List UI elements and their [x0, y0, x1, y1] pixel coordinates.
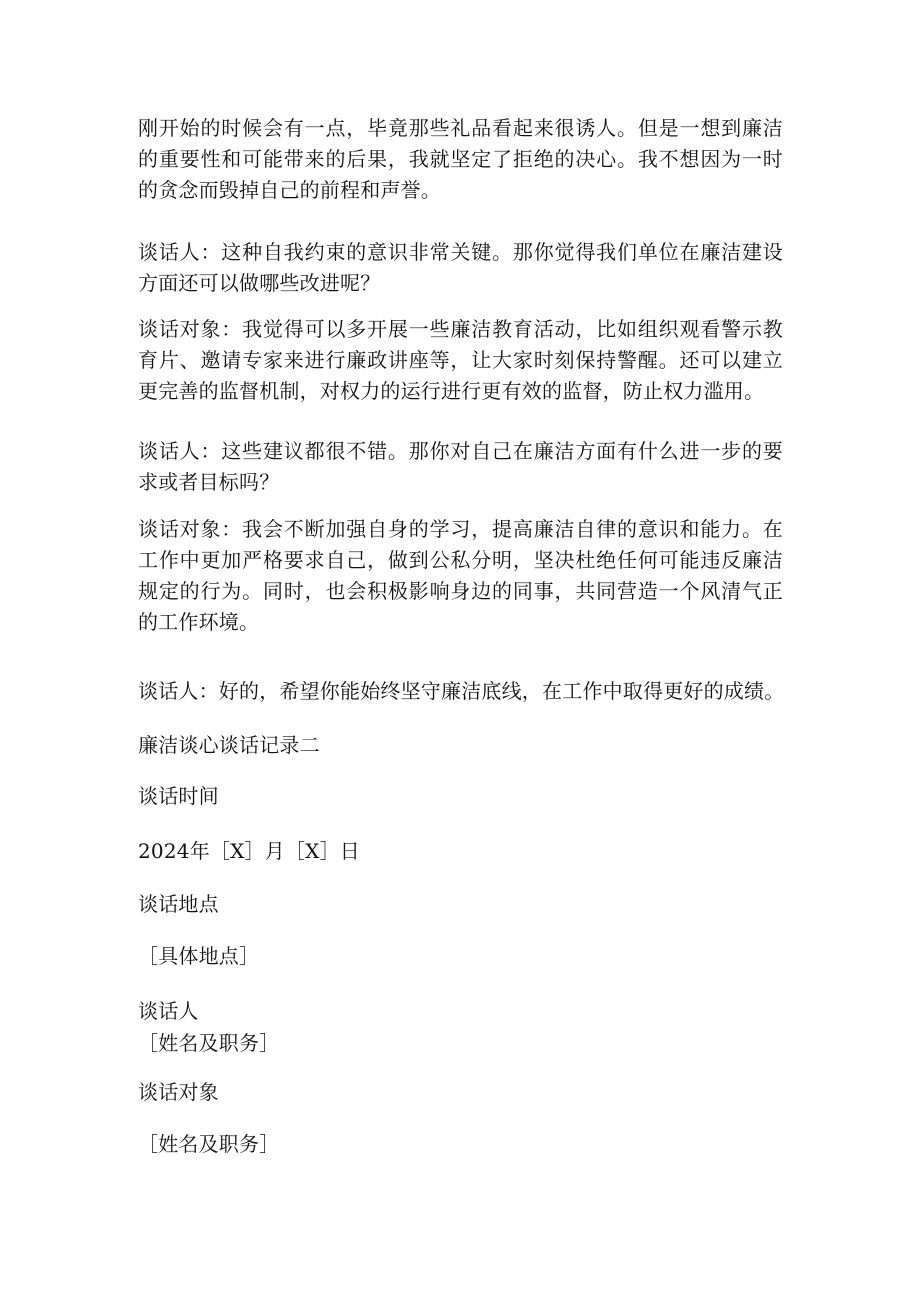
record-title: 廉洁谈心谈话记录二: [138, 733, 320, 757]
location-value: ［具体地点］: [138, 944, 260, 968]
paragraph-gift-temptation: 刚开始的时候会有一点，毕竟那些礼品看起来很诱人。但是一想到廉洁的重要性和可能带来的后果，我就坚定了拒绝的决心。我不想因为一时的贪念而毁掉自己的前程和声誉。: [138, 116, 783, 202]
subject-label: 谈话对象: [138, 1080, 219, 1104]
speaker-label: 谈话人: [138, 999, 199, 1023]
paragraph-speaker-question-goals: 谈话人：这些建议都很不错。那你对自己在廉洁方面有什么进一步的要求或者目标吗？: [138, 439, 783, 494]
time-value: 2024年［X］月［X］日: [138, 839, 360, 863]
speaker-value: ［姓名及职务］: [138, 1031, 280, 1055]
paragraph-subject-commitment: 谈话对象：我会不断加强自身的学习，提高廉洁自律的意识和能力。在工作中更加严格要求自己，做到公私分明，坚决杜绝任何可能违反廉洁规定的行为。同时，也会积极影响身边的同事，共同营造一个风清气正的工作环境。: [138, 517, 783, 634]
paragraph-speaker-closing: 谈话人：好的，希望你能始终坚守廉洁底线，在工作中取得更好的成绩。: [138, 679, 785, 703]
subject-value: ［姓名及职务］: [138, 1132, 280, 1156]
time-label: 谈话时间: [138, 784, 219, 808]
paragraph-subject-suggestions: 谈话对象：我觉得可以多开展一些廉洁教育活动，比如组织观看警示教育片、邀请专家来进行廉政讲座等，让大家时刻保持警醒。还可以建立更完善的监督机制，对权力的运行进行更有效的监督，防止权力滥用。: [138, 317, 783, 403]
location-label: 谈话地点: [138, 892, 219, 916]
paragraph-speaker-question-improvement: 谈话人：这种自我约束的意识非常关键。那你觉得我们单位在廉洁建设方面还可以做哪些改进呢？: [138, 240, 783, 295]
